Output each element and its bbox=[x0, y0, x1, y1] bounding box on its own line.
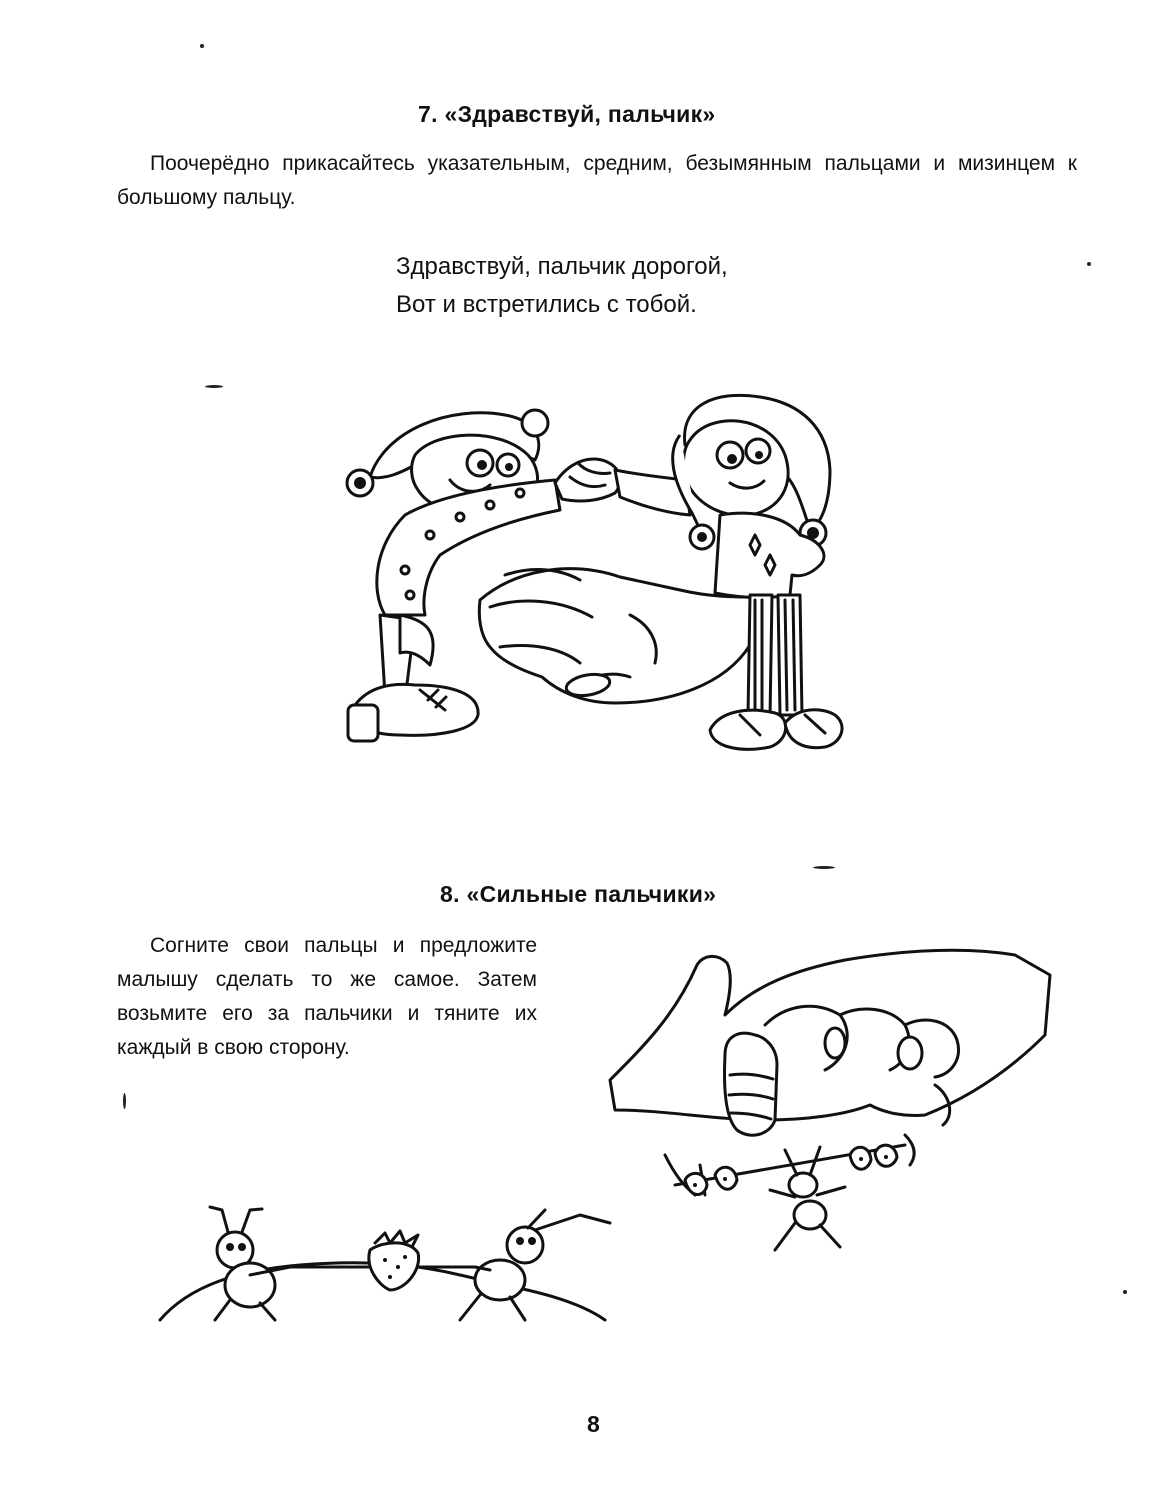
adult-hand bbox=[479, 569, 750, 703]
section-7-poem bbox=[396, 248, 728, 324]
section-8-title: 8. «Сильные пальчики» bbox=[440, 881, 717, 907]
illustration-hands-pulling bbox=[605, 935, 1060, 1265]
scan-speck bbox=[205, 385, 223, 388]
page-number: 8 bbox=[587, 1411, 600, 1437]
section-8-instruction: Согните свои пальцы и предложите малышу сделать то же самое. Затем возьмите его за пальчики и тяните их каждый в свою сторону. bbox=[117, 934, 537, 1059]
scan-speck bbox=[1087, 262, 1091, 266]
illustration-ants-tug bbox=[150, 1195, 615, 1335]
ant-with-berries bbox=[675, 1145, 905, 1250]
ant-right bbox=[460, 1210, 610, 1320]
scan-speck bbox=[123, 1093, 126, 1109]
scan-speck bbox=[813, 866, 835, 869]
poem-line-1: Здравствуй, пальчик дорогой, bbox=[396, 253, 728, 280]
scan-speck bbox=[200, 44, 204, 48]
section-7-instruction: Поочерёдно прикасайтесь указательным, средним, безымянным пальцами и мизинцем к большому пальцу. bbox=[117, 152, 1077, 209]
poem-line-2: Вот и встретились с тобой. bbox=[396, 291, 697, 318]
ant-left bbox=[210, 1207, 290, 1320]
scan-speck bbox=[1123, 1290, 1127, 1294]
strawberry bbox=[369, 1231, 419, 1290]
illustration-gnomes-handshake bbox=[330, 385, 850, 775]
section-7-title: 7. «Здравствуй, пальчик» bbox=[418, 101, 716, 127]
